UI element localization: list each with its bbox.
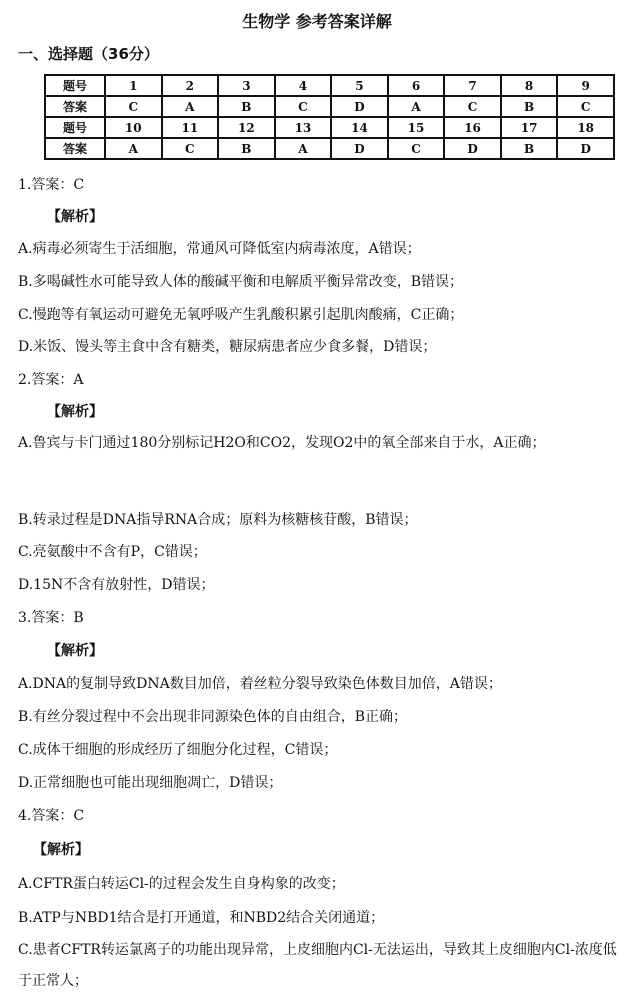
answer-cell: C [105,96,162,117]
table-row [45,117,614,138]
analysis-label: 【解析】 [47,209,103,225]
answer-cell: C [162,138,219,159]
explanation-line: D.正常细胞也可能出现细胞凋亡，D错误； [18,775,283,791]
table-row [45,138,614,159]
question-number: 15 [388,117,445,138]
answer-cell: B [501,96,558,117]
question-number: 3 [218,75,275,96]
answer-heading: 1.答案：C [18,177,85,193]
analysis-label: 【解析】 [47,643,103,659]
question-number: 13 [275,117,332,138]
explanation-line: A.DNA的复制导致DNA数目加倍，着丝粒分裂导致染色体数目加倍，A错误； [18,676,502,692]
question-number: 11 [162,117,219,138]
table-header-cell: 题号 [45,75,105,96]
explanation-line: D.15N不含有放射性，D错误； [18,577,215,593]
question-number: 14 [331,117,388,138]
answer-cell: A [388,96,445,117]
analysis-label: 【解析】 [33,842,89,858]
explanation-line: B.ATP与NBD1结合是打开通道，和NBD2结合关闭通道； [18,910,385,926]
table-header-cell: 答案 [45,138,105,159]
question-number: 7 [444,75,501,96]
answer-cell: C [275,96,332,117]
answer-cell: A [105,138,162,159]
answer-cell: B [218,96,275,117]
question-number: 6 [388,75,445,96]
analysis-label: 【解析】 [47,404,103,420]
explanation-line: B.多喝碱性水可能导致人体的酸碱平衡和电解质平衡异常改变，B错误； [18,274,464,290]
explanation-line: C.成体干细胞的形成经历了细胞分化过程，C错误； [18,742,338,758]
table-row [45,75,614,96]
answer-cell: D [444,138,501,159]
question-number: 1 [105,75,162,96]
answer-table [44,74,615,160]
explanation-line: B.有丝分裂过程中不会出现非同源染色体的自由组合，B正确； [18,709,408,725]
explanation-line: B.转录过程是DNA指导RNA合成；原料为核糖核苷酸，B错误； [18,512,418,528]
explanation-line: A.CFTR蛋白转运Cl-的过程会发生自身构象的改变； [18,876,345,892]
question-number: 16 [444,117,501,138]
question-number: 9 [557,75,614,96]
question-number: 10 [105,117,162,138]
table-header-cell: 题号 [45,117,105,138]
answer-heading: 4.答案：C [18,808,85,824]
page-title: 生物学 参考答案详解 [242,12,392,31]
table-header-cell: 答案 [45,96,105,117]
answer-heading: 2.答案：A [18,372,84,388]
answer-cell: A [162,96,219,117]
question-number: 5 [331,75,388,96]
explanation-line: C.慢跑等有氧运动可避免无氧呼吸产生乳酸积累引起肌肉酸痛，C正确； [18,307,464,323]
question-number: 4 [275,75,332,96]
answer-cell: D [331,96,388,117]
explanation-line: A.病毒必须寄生于活细胞，常通风可降低室内病毒浓度，A错误； [18,241,421,257]
answer-cell: B [501,138,558,159]
answer-cell: C [444,96,501,117]
answer-cell: A [275,138,332,159]
question-number: 2 [162,75,219,96]
explanation-line: C.患者CFTR转运氯离子的功能出现异常，上皮细胞内Cl-无法运出，导致其上皮细胞内Cl-浓度低于正常人； [18,942,617,989]
answer-heading: 3.答案：B [18,610,84,626]
explanation-line: C.亮氨酸中不含有P，C错误； [18,544,207,560]
question-number: 18 [557,117,614,138]
answer-cell: D [557,138,614,159]
section-heading: 一、选择题（36分） [18,45,159,63]
question-number: 17 [501,117,558,138]
question-number: 12 [218,117,275,138]
explanation-line: A.鲁宾与卡门通过180分别标记H2O和CO2，发现O2中的氧全部来自于水，A正确； [18,435,546,451]
answer-cell: B [218,138,275,159]
answer-cell: C [388,138,445,159]
question-number: 8 [501,75,558,96]
explanation-line: D.米饭、馒头等主食中含有糖类，糖尿病患者应少食多餐，D错误； [18,339,437,355]
answer-cell: C [557,96,614,117]
answer-cell: D [331,138,388,159]
table-row [45,96,614,117]
